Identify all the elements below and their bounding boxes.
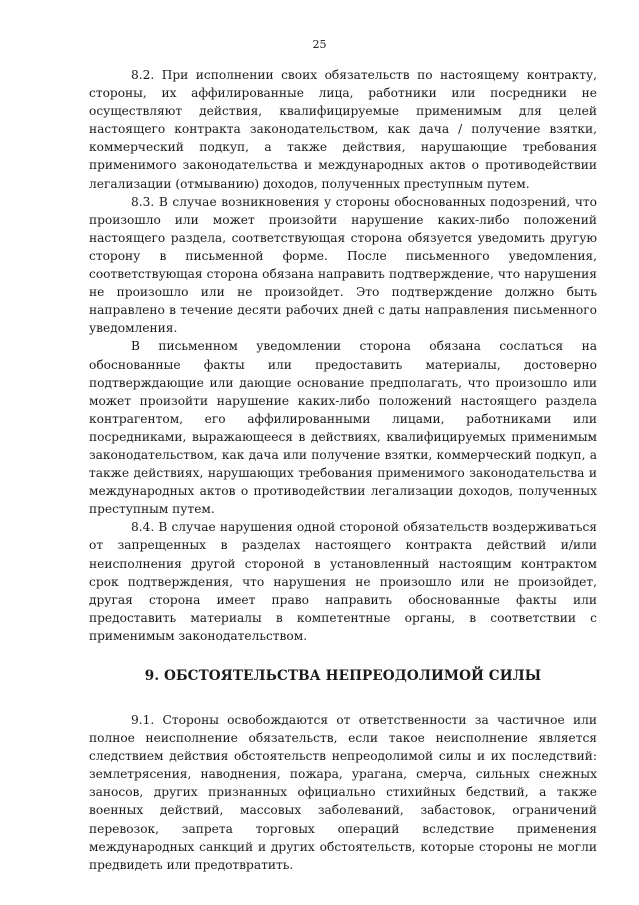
paragraph-9-1: 9.1. Стороны освобождаются от ответственности за частичное или полное неисполнение обязательств, если такое неисполнение является следствием действия обстоятельств непреодолимой силы и их последствий: землетрясения, наводнения, пожара, урагана, смерча, сильных снежных заносов, других признанных официально стихийных бедствий, а также военных действий, массовых заболеваний, забастовок, ограничений перевозок, запрета торговых операций вследствие применения международных санкций и других обстоятельств, которые стороны не могли предвидеть или предотвратить. [89, 713, 597, 872]
paragraph-8-3-notice: В письменном уведомлении сторона обязана сослаться на обоснованные факты или предоставить материалы, достоверно подтверждающие или дающие основание предполагать, что произошло или может произойти нарушение каких-либо положений настоящего раздела контрагентом, его аффилированными лицами, работниками или посредниками, выражающееся в действиях, квалифицируемых применимым законодательством, как дача или получение взятки, коммерческий подкуп, а также действиях, нарушающих требования применимого законодательства и международных актов о противодействии легализации доходов, полученных преступным путем. [89, 339, 597, 517]
paragraph-8-4: 8.4. В случае нарушения одной стороной обязательств воздерживаться от запрещенных в разделах настоящего контракта действий и/или неисполнения другой стороной в установленный настоящим контрактом срок подтверждения, что нарушения не произошло или не произойдет, другая сторона имеет право направить обоснованные факты или предоставить материалы в компетентные органы, в соответствии с применимым законодательством. [89, 520, 597, 643]
paragraph-8-2: 8.2. При исполнении своих обязательств по настоящему контракту, стороны, их аффилированные лица, работники или посредники не осуществляют действия, квалифицируемые применимым для целей настоящего контракта законодательством, как дача / получение взятки, коммерческий подкуп, а также действия, нарушающие требования применимого законодательства и международных актов о противодействии легализации (отмыванию) доходов, полученных преступным путем. [89, 68, 597, 191]
paragraph-8-3: 8.3. В случае возникновения у стороны обоснованных подозрений, что произошло или может произойти нарушение каких-либо положений настоящего раздела, соответствующая сторона обязуется уведомить другую сторону в письменной форме. После письменного уведомления, соответствующая сторона обязана направить подтверждение, что нарушения не произошло или не произойдет. Это подтверждение должно быть направлено в течение десяти рабочих дней с даты направления письменного уведомления. [89, 194, 597, 336]
document-body [89, 66, 597, 874]
page-number: 25 [312, 38, 327, 51]
section-heading-9: 9. ОБСТОЯТЕЛЬСТВА НЕПРЕОДОЛИМОЙ СИЛЫ [144, 668, 542, 684]
